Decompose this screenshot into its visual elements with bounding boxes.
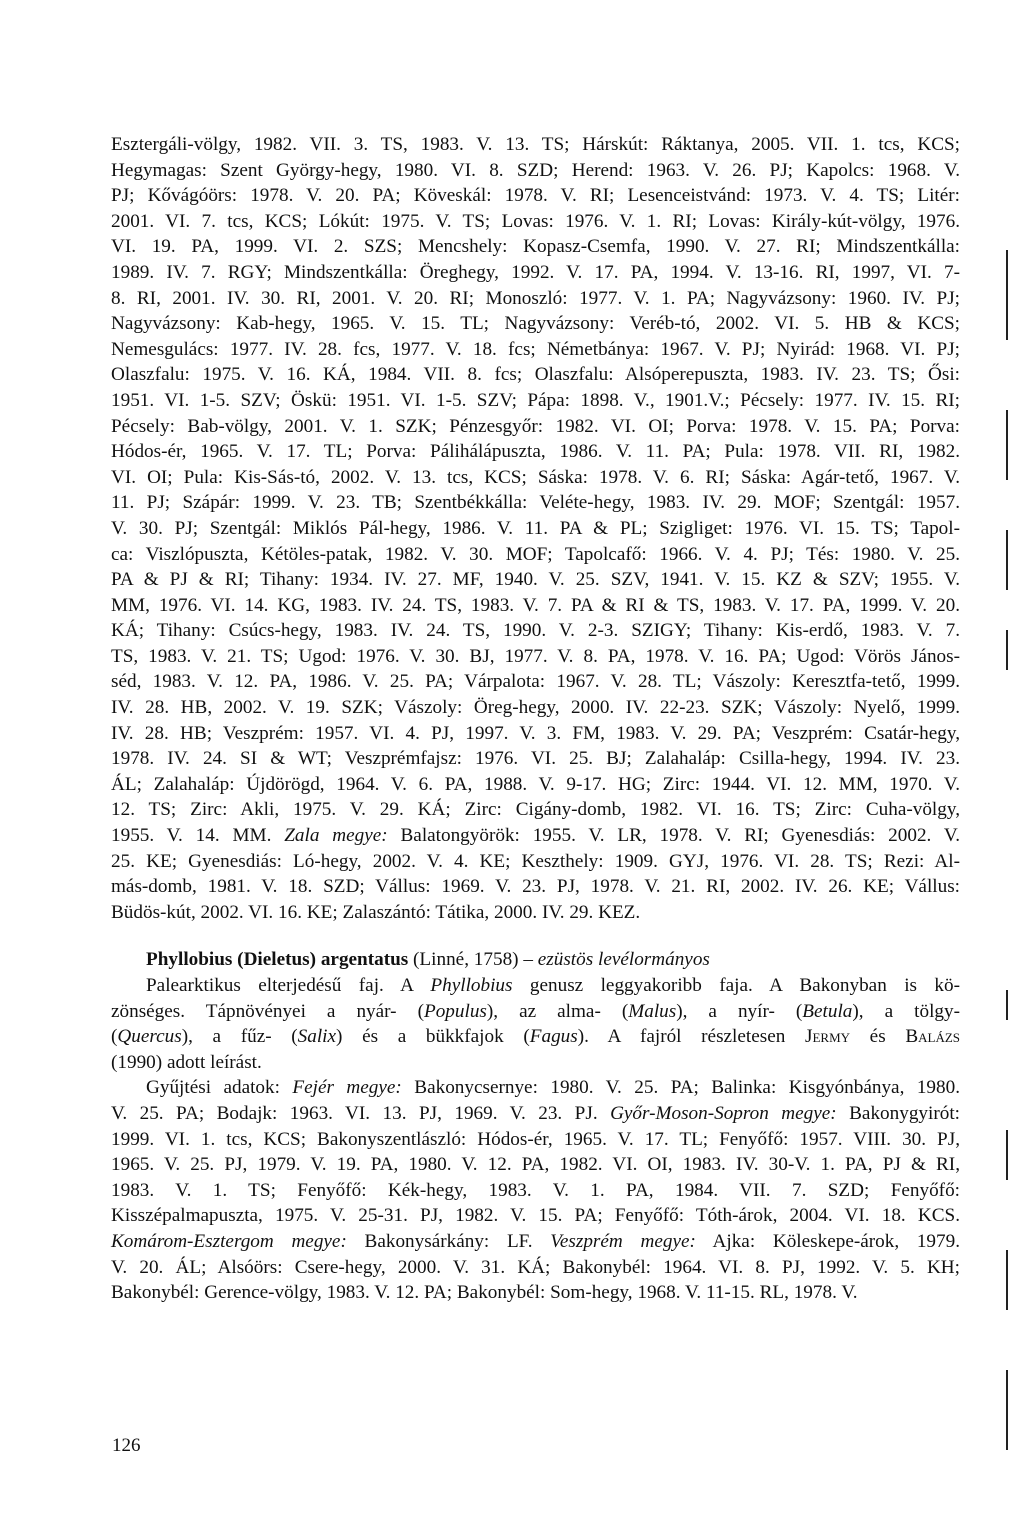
continuation-paragraph [111,132,960,925]
text-line: (Quercus), a fűz- (Salix) és a bükkfajok (Fagus). A fajról részletesen Jermy és Balázs [111,1026,960,1048]
text-line: MM, 1976. VI. 14. KG, 1983. IV. 24. TS, 1983. V. 7. PA & RI & TS, 1983. V. 17. PA, 1999. V. 20. [111,594,960,616]
description-paragraph [111,973,960,1075]
text-line: séd, 1983. V. 12. PA, 1986. V. 25. PA; Várpalota: 1967. V. 28. TL; Vászoly: Keresztfa-tető, 1999. [111,671,960,693]
text-line: Bakonybél: Gerence-völgy, 1983. V. 12. PA; Bakonybél: Som-hegy, 1968. V. 11-15. RL, 1978. V. [111,1282,858,1304]
text-line: 12. TS; Zirc: Akli, 1975. V. 29. KÁ; Zirc: Cigány-domb, 1982. VI. 16. TS; Zirc: Cuha-völgy, [111,799,960,821]
text-line: Hódos-ér, 1965. V. 17. TL; Porva: Pálihálápuszta, 1986. V. 11. PA; Pula: 1978. VII. RI, 1982. [111,441,960,463]
text-line: KÁ; Tihany: Csúcs-hegy, 1983. IV. 24. TS, 1990. V. 2-3. SZIGY; Tihany: Kis-erdő, 1983. V. 7. [111,620,960,642]
page-body [111,132,960,1306]
text-line: 1951. VI. 1-5. SZV; Öskü: 1951. VI. 1-5. SZV; Pápa: 1898. V., 1901.V.; Pécsely: 1977. IV. 15. RI; [111,389,960,411]
text-line: Kisszépalmapuszta, 1975. V. 25-31. PJ, 1982. V. 15. PA; Fenyőfő: Tóth-árok, 2004. VI. 18. KCS. [111,1205,960,1227]
text-line: IV. 28. HB, 2002. V. 19. SZK; Vászoly: Öreg-hegy, 2000. IV. 22-23. SZK; Vászoly: Nyelő, 1999. [111,697,960,719]
text-line: Esztergáli-völgy, 1982. VII. 3. TS, 1983. V. 13. TS; Hárskút: Ráktanya, 2005. VII. 1. tcs, KCS; [111,134,960,155]
text-line: IV. 28. HB; Veszprém: 1957. VI. 4. PJ, 1997. V. 3. FM, 1983. V. 29. PA; Veszprém: Csatár-hegy, [111,722,960,744]
page-number: 126 [112,1435,141,1456]
text-line: Pécsely: Bab-völgy, 2001. V. 1. SZK; Pénzesgyőr: 1982. VI. OI; Porva: 1978. V. 15. PA; Porva: [111,415,960,437]
species-scientific-name: Phyllobius (Dieletus) argentatus [146,949,409,971]
scan-margin-marks [1000,250,1010,1480]
text-line: 11. PJ; Szápár: 1999. V. 23. TB; Szentbékkálla: Veléte-hegy, 1983. IV. 29. MOF; Szentgál: 1957. [111,492,960,514]
text-line: 25. KE; Gyenesdiás: Ló-hegy, 2002. V. 4. KE; Keszthely: 1909. GYJ, 1976. VI. 28. TS; Rezi: Al- [111,850,960,872]
text-line: ca: Viszlópuszta, Kétöles-patak, 1982. V. 30. MOF; Tapolcafő: 1966. V. 4. PJ; Tés: 1980. V. 25. [111,543,960,565]
text-line: 2001. VI. 7. tcs, KCS; Lókút: 1975. V. TS; Lovas: 1976. V. 1. RI; Lovas: Király-kút-völgy, 1976. [111,210,960,232]
text-line: ÁL; Zalahaláp: Újdörögd, 1964. V. 6. PA, 1988. V. 9-17. HG; Zirc: 1944. VI. 12. MM, 1970. V. [111,773,960,795]
text-line: Olaszfalu: 1975. V. 16. KÁ, 1984. VII. 8. fcs; Olaszfalu: Alsóperepuszta, 1983. IV. 23. TS; Ősi: [111,364,960,386]
species-heading [111,947,960,973]
species-hungarian-name: ezüstös levélormányos [537,949,710,971]
text-line: Nagyvázsony: Kab-hegy, 1965. V. 15. TL; Nagyvázsony: Veréb-tó, 2002. VI. 5. HB & KCS; [111,313,960,335]
text-line: más-domb, 1981. V. 18. SZD; Vállus: 1969. V. 23. PJ, 1978. V. 21. RI, 2002. IV. 26. KE; Vállus: [111,876,960,898]
text-line: 1978. IV. 24. SI & WT; Veszprémfajsz: 1976. VI. 25. BJ; Zalahaláp: Csilla-hegy, 1994. IV. 23. [111,748,960,770]
collection-data-paragraph [111,1075,960,1305]
species-author: (Linné, 1758) – [408,949,538,971]
text-line: 1989. IV. 7. RGY; Mindszentkálla: Öreghegy, 1992. V. 17. PA, 1994. V. 13-16. RI, 1997, VI. 7- [111,261,960,283]
text-line: PJ; Kővágóörs: 1978. V. 20. PA; Köveskál: 1978. V. RI; Lesenceistvánd: 1973. V. 4. TS; Litér: [111,185,960,207]
text-line: (1990) adott leírást. [111,1051,262,1073]
text-line: zönséges. Tápnövényei a nyár- (Populus), az alma- (Malus), a nyír- (Betula), a tölgy- [111,1000,960,1022]
text-line: V. 20. ÁL; Alsóörs: Csere-hegy, 2000. V. 31. KÁ; Bakonybél: 1964. VI. 8. PJ, 1992. V. 5. KH; [111,1256,960,1278]
text-line: V. 30. PJ; Szentgál: Miklós Pál-hegy, 1986. V. 11. PA & PL; Szigliget: 1976. VI. 15. TS; Tapol- [111,517,960,539]
text-line: V. 25. PA; Bodajk: 1963. VI. 13. PJ, 1969. V. 23. PJ. Győr-Moson-Sopron megye: Bakonygyirót: [111,1102,960,1124]
text-line: Komárom-Esztergom megye: Bakonysárkány: LF. Veszprém megye: Ajka: Köleskepe-árok, 1979. [111,1230,960,1252]
text-line: VI. OI; Pula: Kis-Sás-tó, 2002. V. 13. tcs, KCS; Sáska: 1978. V. 6. RI; Sáska: Agár-tető, 1967. V. [111,466,960,488]
text-line: Büdös-kút, 2002. VI. 16. KE; Zalaszántó: Tátika, 2000. IV. 29. KEZ. [111,901,641,923]
text-line: Palearktikus elterjedésű faj. A Phyllobius genusz leggyakoribb faja. A Bakonyban is kö- [146,975,960,996]
text-line: 1965. V. 25. PJ, 1979. V. 19. PA, 1980. V. 12. PA, 1982. VI. OI, 1983. IV. 30-V. 1. PA, PJ & RI, [111,1154,960,1176]
text-line: 1983. V. 1. TS; Fenyőfő: Kék-hegy, 1983. V. 1. PA, 1984. VII. 7. SZD; Fenyőfő: [111,1179,960,1201]
text-line: PA & PJ & RI; Tihany: 1934. IV. 27. MF, 1940. V. 25. SZV, 1941. V. 15. KZ & SZV; 1955. V. [111,569,960,591]
text-line: 1999. VI. 1. tcs, KCS; Bakonyszentlászló: Hódos-ér, 1965. V. 17. TL; Fenyőfő: 1957. VIII. 30. PJ, [111,1128,960,1150]
text-line: 8. RI, 2001. IV. 30. RI, 2001. V. 20. RI; Monoszló: 1977. V. 1. PA; Nagyvázsony: 1960. IV. PJ; [111,287,960,309]
text-line: 1955. V. 14. MM. Zala megye: Balatongyörök: 1955. V. LR, 1978. V. RI; Gyenesdiás: 2002. V. [111,825,961,847]
text-line: TS, 1983. V. 21. TS; Ugod: 1976. V. 30. BJ, 1977. V. 8. PA, 1978. V. 16. PA; Ugod: Vörös János- [111,645,960,667]
text-line: VI. 19. PA, 1999. VI. 2. SZS; Mencshely: Kopasz-Csemfa, 1990. V. 27. RI; Mindszentkálla: [111,236,960,258]
text-line: Hegymagas: Szent György-hegy, 1980. VI. 8. SZD; Herend: 1963. V. 26. PJ; Kapolcs: 1968. V. [111,159,960,181]
text-line: Gyűjtési adatok: Fejér megye: Bakonycsernye: 1980. V. 25. PA; Balinka: Kisgyónbánya, 1980. [146,1077,960,1099]
text-line: Nemesgulács: 1977. IV. 28. fcs, 1977. V. 18. fcs; Németbánya: 1967. V. PJ; Nyirád: 1968. VI. PJ; [111,338,960,360]
